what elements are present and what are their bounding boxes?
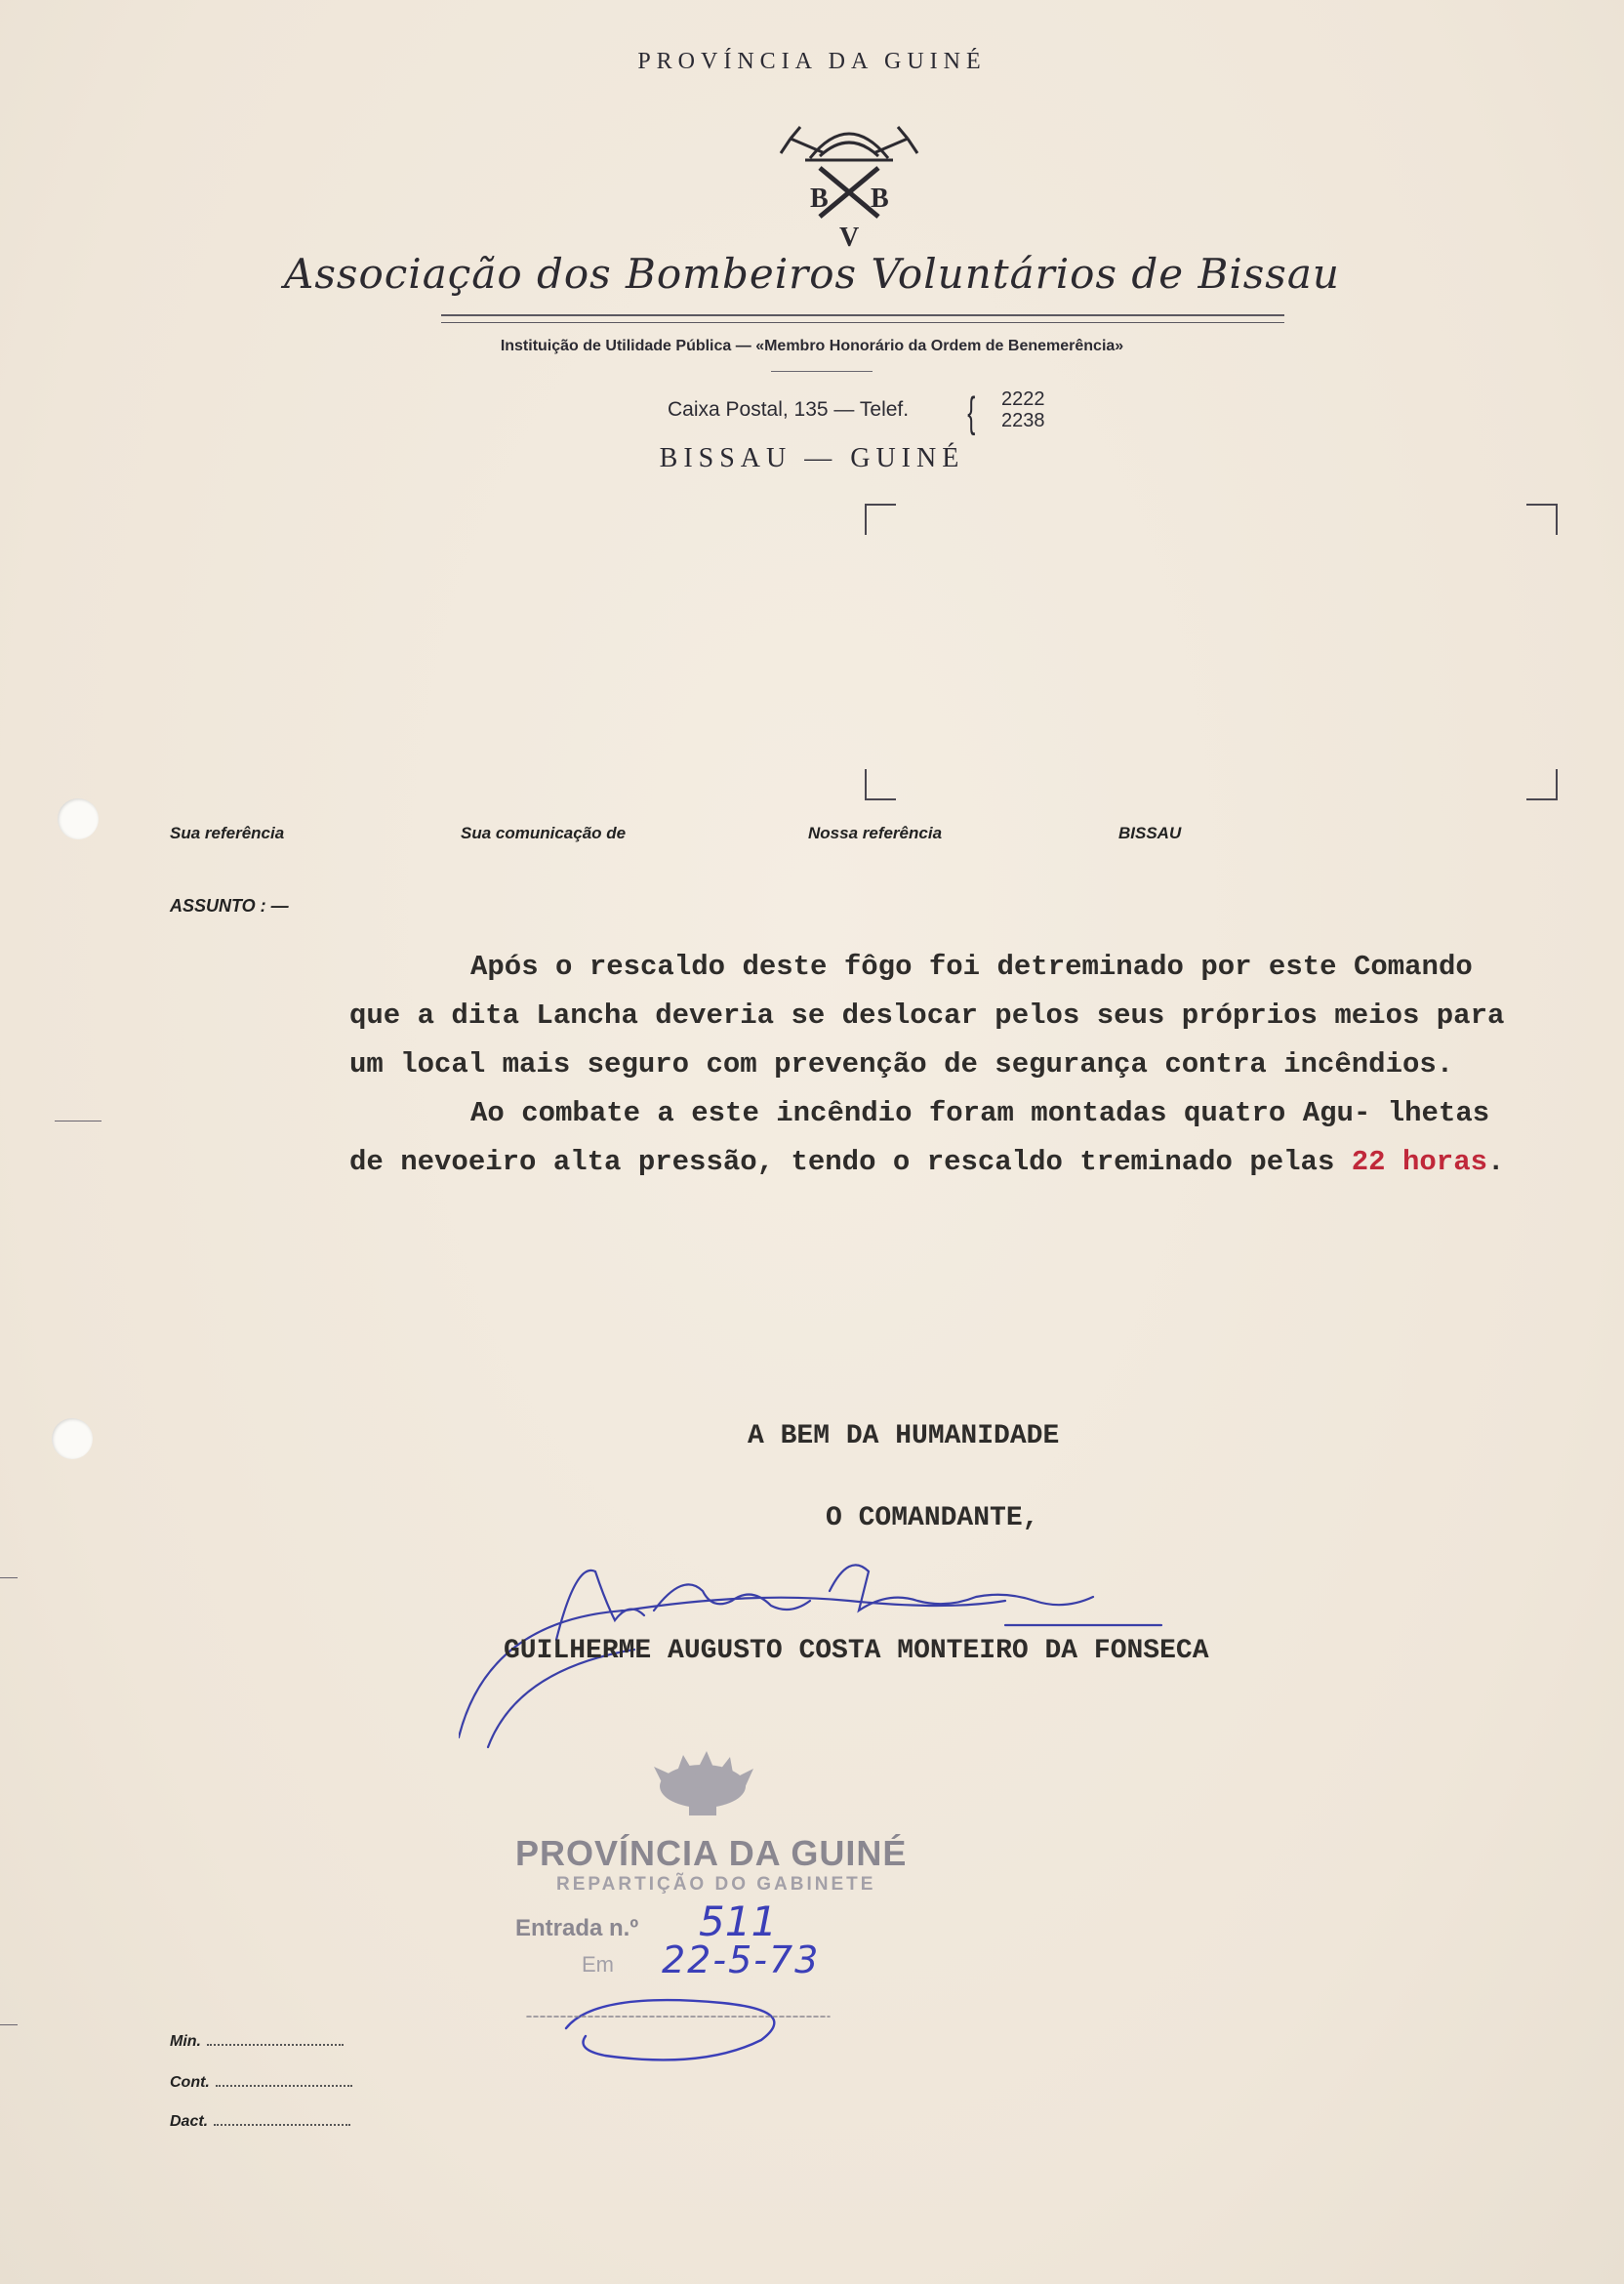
stamp-date: 22-5-73 — [662, 1938, 821, 1981]
footer-cont-field — [170, 2071, 352, 2092]
phone-number: 2222 — [1001, 388, 1045, 410]
dotted-line — [207, 2030, 344, 2046]
dotted-line — [216, 2071, 352, 2087]
institution-line: Instituição de Utilidade Pública — «Membro Honorário da Ordem de Benemerência» — [500, 338, 1124, 354]
footer-min-label: Min. — [170, 2033, 201, 2050]
emblem-letter-left: B — [810, 184, 829, 214]
stamp-entry-number: 511 — [699, 1897, 778, 1945]
closing-motto: A BEM DA HUMANIDADE — [748, 1421, 1060, 1451]
letterhead-rule — [441, 314, 1284, 316]
your-communication-label: Sua comunicação de — [461, 824, 627, 842]
address-window-corner — [865, 504, 896, 535]
signatory-name: GUILHERME AUGUSTO COSTA MONTEIRO DA FONSECA — [504, 1636, 1209, 1666]
dotted-line — [214, 2110, 350, 2126]
subject-label: ASSUNTO : — — [170, 896, 289, 916]
place-label: BISSAU — [1118, 824, 1182, 842]
punch-hole — [52, 1418, 93, 1459]
our-reference-label: Nossa referência — [808, 824, 943, 842]
footer-min-field — [170, 2030, 344, 2051]
stamp-department: REPARTIÇÃO DO GABINETE — [556, 1874, 876, 1895]
address-window-corner — [1526, 769, 1558, 800]
phone-brace: { — [967, 388, 976, 436]
stamp-entry-label: Entrada n.º — [515, 1915, 639, 1941]
body-paragraph — [349, 943, 1540, 1089]
phone-number: 2238 — [1001, 410, 1045, 431]
letter-body — [349, 943, 1540, 1187]
footer-cont-label: Cont. — [170, 2074, 210, 2091]
paragraph-end: . — [1487, 1146, 1505, 1178]
address-window-corner — [1526, 504, 1558, 535]
short-rule — [771, 371, 873, 372]
firefighter-emblem-icon — [751, 100, 947, 256]
paragraph-text: Após o rescaldo deste fôgo foi detreminado por este Comando que a dita Lancha deveria se deslocar pelos seus próprios meios para um local mais seguro com prevenção de segurança contra incêndios. — [349, 951, 1505, 1081]
province-heading: PROVÍNCIA DA GUINÉ — [637, 49, 987, 74]
red-typed-time: 22 horas — [1351, 1146, 1488, 1178]
paragraph-text: Ao combate a este incêndio foram montadas quatro Agu- lhetas de nevoeiro alta pressão, tendo o rescaldo treminado pelas — [349, 1097, 1490, 1178]
your-reference-label: Sua referência — [170, 824, 285, 842]
city-line: BISSAU — GUINÉ — [659, 443, 965, 473]
postal-address: Caixa Postal, 135 — Telef. — [668, 398, 910, 421]
stamp-province: PROVÍNCIA DA GUINÉ — [515, 1833, 908, 1873]
margin-tick — [0, 2024, 18, 2025]
stamp-date-label: Em — [582, 1952, 614, 1977]
footer-dact-field — [170, 2110, 350, 2131]
footer-dact-label: Dact. — [170, 2113, 209, 2130]
signatory-title: O COMANDANTE, — [826, 1503, 1039, 1533]
phone-numbers — [1001, 388, 1045, 431]
punch-hole — [58, 798, 99, 839]
body-paragraph — [349, 1089, 1540, 1187]
emblem-letter-right: B — [871, 184, 889, 214]
margin-tick — [0, 1577, 18, 1578]
association-name: Associação dos Bombeiros Voluntários de Bissau — [284, 250, 1340, 298]
letterhead-rule — [441, 322, 1284, 323]
emblem-letter-bottom: V — [839, 223, 860, 253]
margin-tick — [55, 1121, 102, 1122]
address-window-corner — [865, 769, 896, 800]
